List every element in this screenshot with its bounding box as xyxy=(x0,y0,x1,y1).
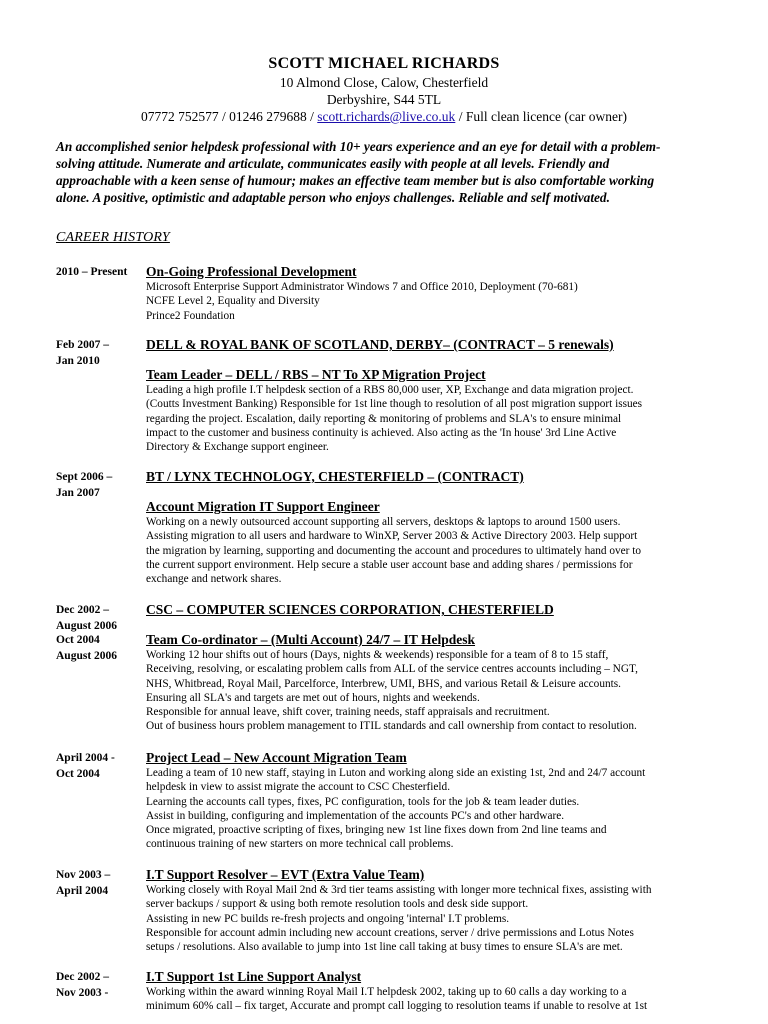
entry-dates xyxy=(56,750,144,782)
summary-line: An accomplished senior helpdesk professional with 10+ years experience and an eye for detail with a problem- xyxy=(56,139,661,154)
entry-dates xyxy=(56,867,144,899)
date-line: Jan 2007 xyxy=(56,487,100,499)
date-line: Jan 2010 xyxy=(56,355,100,367)
entry-title: Account Migration IT Support Engineer xyxy=(146,499,380,514)
summary-line: alone. A positive, optimistic and adaptable person who enjoys challenges. Reliable and self motivated. xyxy=(56,190,610,205)
entry-body xyxy=(146,968,716,1014)
date-line: Nov 2003 - xyxy=(56,987,109,999)
entry-dates xyxy=(56,632,144,664)
entry-line: continuous training of new starters on more technical call problems. xyxy=(146,838,454,851)
entry-line: Assisting migration to all users and hardware to WinXP, Server 2003 & Active Directory 2003. Help support xyxy=(146,530,638,543)
email-link[interactable]: scott.richards@live.co.uk xyxy=(317,109,456,124)
entry-line: regarding the project. Escalation, daily reporting & monitoring of problems and SLA's to ensure minimal xyxy=(146,412,622,425)
entry-line: Prince2 Foundation xyxy=(146,309,235,322)
date-line: April 2004 xyxy=(56,885,109,897)
entry-line: NHS, Whitbread, Royal Mail, Parcelforce, Interbrew, UMI, BHS, and various Retail & Leisure accounts. xyxy=(146,677,621,690)
date-line: Dec 2002 – xyxy=(56,604,110,616)
entry-line: helpdesk in view to assist migrate the account to CSC Chesterfield. xyxy=(146,781,451,794)
company-title: BT / LYNX TECHNOLOGY, CHESTERFIELD – (CONTRACT) xyxy=(146,469,524,484)
entry-body xyxy=(146,336,716,353)
entry-line: Leading a high profile I.T helpdesk section of a RBS 80,000 user, XP, Exchange and data migration project. xyxy=(146,384,634,396)
entry-line: impact to the customer and business continuity is achieved. Also acting as the 'In house' 3rd Line Active xyxy=(146,426,617,439)
entry-line: minimum 60% call – fix target, Accurate and prompt call logging to resolution teams if unable to resolve at 1st xyxy=(146,1000,648,1013)
entry-line: exchange and network shares. xyxy=(146,573,282,586)
entry-body xyxy=(146,263,716,323)
entry-dates xyxy=(56,969,144,1001)
entry-line: Assisting in new PC builds re-fresh projects and ongoing 'internal' I.T problems. xyxy=(146,912,510,925)
date-line: April 2004 - xyxy=(56,752,115,764)
date-line: Oct 2004 xyxy=(56,634,100,646)
entry-line: the current support environment. Help secure a stable user account base and adding shares / permissions for xyxy=(146,558,633,571)
entry-line: Leading a team of 10 new staff, staying in Luton and working along side an existing 1st, 2nd and 24/7 account xyxy=(146,767,646,779)
entry-line: the migration by learning, supporting and documenting the account and procedures to ultimately hand over to xyxy=(146,544,642,557)
resume-header xyxy=(0,54,768,125)
entry-line: Responsible for account admin including new account creations, server / drive permissions and Lotus Notes xyxy=(146,926,634,939)
entry-body xyxy=(146,866,716,954)
address-line-2: Derbyshire, S44 5TL xyxy=(326,92,442,107)
entry-dates xyxy=(56,602,144,634)
entry-body xyxy=(146,468,716,485)
entry-line: Assist in building, configuring and implementation of the accounts PC's and other hardware. xyxy=(146,809,565,822)
date-line: Oct 2004 xyxy=(56,768,100,780)
candidate-name: SCOTT MICHAEL RICHARDS xyxy=(268,55,500,72)
summary-line: approachable with a keen sense of humour; makes an effective team member but is also comfortable working xyxy=(56,173,655,188)
licence-note: / Full clean licence (car owner) xyxy=(455,109,627,124)
date-line: Sept 2006 – xyxy=(56,471,113,483)
entry-line: Microsoft Enterprise Support Administrator Windows 7 and Office 2010, Deployment (70-681) xyxy=(146,281,578,293)
phone-numbers: 07772 752577 / 01246 279688 / xyxy=(141,109,318,124)
entry-body xyxy=(146,366,716,454)
date-line: Nov 2003 – xyxy=(56,869,111,881)
address-line-1: 10 Almond Close, Calow, Chesterfield xyxy=(279,75,489,90)
entry-line: server backups / support & using both remote resolution tools and desk side support. xyxy=(146,898,529,911)
company-title: DELL & ROYAL BANK OF SCOTLAND, DERBY– (CONTRACT – 5 renewals) xyxy=(146,337,614,352)
entry-title: On-Going Professional Development xyxy=(146,264,357,279)
entry-line: NCFE Level 2, Equality and Diversity xyxy=(146,295,320,308)
company-title: CSC – COMPUTER SCIENCES CORPORATION, CHESTERFIELD xyxy=(146,602,554,617)
entry-body xyxy=(146,498,716,586)
contact-line xyxy=(0,108,768,125)
entry-title: I.T Support 1st Line Support Analyst xyxy=(146,969,362,984)
entry-line: Directory & Exchange support engineer. xyxy=(146,441,329,454)
entry-line: Receiving, resolving, or escalating problem calls from ALL of the service centres accounts including – NGT, xyxy=(146,663,638,676)
date-line: August 2006 xyxy=(56,620,118,632)
profile-summary xyxy=(56,138,716,206)
entry-line: Learning the accounts call types, fixes, PC configuration, tools for the job & team leader duties. xyxy=(146,795,580,808)
entry-line: Working 12 hour shifts out of hours (Days, nights & weekends) responsible for a team of 8 to 15 staff, xyxy=(146,649,609,661)
date-line: Dec 2002 – xyxy=(56,971,110,983)
entry-dates xyxy=(56,469,144,501)
entry-title: Project Lead – New Account Migration Team xyxy=(146,750,407,765)
entry-body xyxy=(146,749,716,852)
entry-dates xyxy=(56,337,144,369)
date-line: August 2006 xyxy=(56,650,118,662)
entry-title: Team Co-ordinator – (Multi Account) 24/7 – IT Helpdesk xyxy=(146,632,476,647)
entry-line: Once migrated, proactive scripting of fixes, bringing new 1st line fixes down from 2nd line teams and xyxy=(146,824,607,837)
entry-line: (Coutts Investment Banking) Responsible for 1st line though to resolution of all post migration support issues xyxy=(146,398,643,411)
date-line: 2010 – Present xyxy=(56,266,128,278)
entry-line: Ensuring all SLA's and targets are met out of hours, nights and weekends. xyxy=(146,691,480,704)
entry-line: setups / resolutions. Also available to jump into 1st line call taking at busy times to ensure SLA's are met. xyxy=(146,941,623,954)
entry-line: Working on a newly outsourced account supporting all servers, desktops & laptops to around 1500 users. xyxy=(146,516,621,528)
summary-line: solving attitude. Numerate and articulate, communicates easily with people at all levels. Friendly and xyxy=(56,156,610,171)
entry-title: Team Leader – DELL / RBS – NT To XP Migration Project xyxy=(146,367,486,382)
entry-line: Responsible for annual leave, shift cover, training needs, staff appraisals and recruitment. xyxy=(146,706,550,719)
career-history-heading: CAREER HISTORY xyxy=(56,230,170,245)
entry-line: Out of business hours problem management to ITIL standards and call ownership from contact to resolution. xyxy=(146,720,637,733)
entry-title: I.T Support Resolver – EVT (Extra Value Team) xyxy=(146,867,425,882)
entry-dates xyxy=(56,264,144,280)
entry-line: Working closely with Royal Mail 2nd & 3rd tier teams assisting with longer more technical fixes, assisting with xyxy=(146,884,652,896)
entry-body xyxy=(146,601,716,618)
entry-line: Working within the award winning Royal Mail I.T helpdesk 2002, taking up to 60 calls a day working to a xyxy=(146,986,627,998)
entry-body xyxy=(146,631,716,734)
date-line: Feb 2007 – xyxy=(56,339,110,351)
